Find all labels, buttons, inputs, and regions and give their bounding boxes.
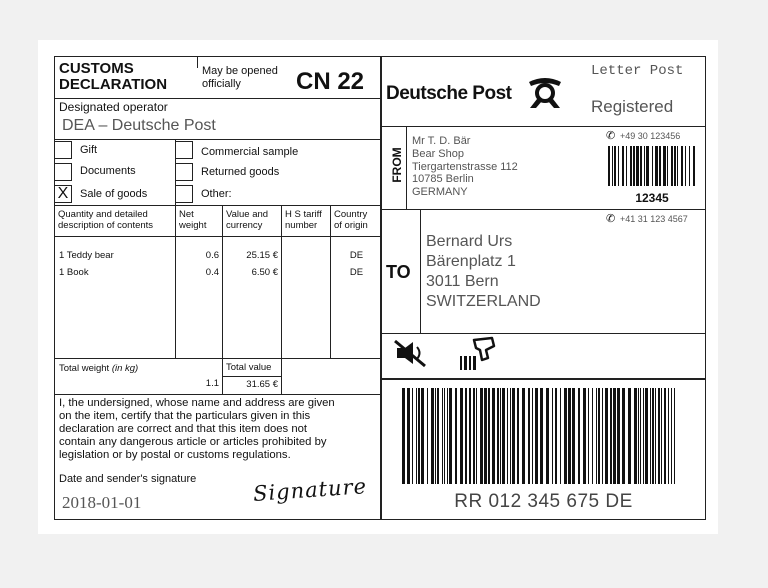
barcode-bar (497, 388, 499, 484)
barcode-bar (510, 388, 511, 484)
barcode-bar (465, 388, 467, 484)
barcode-bar (655, 146, 658, 186)
certification-text: I, the undersigned, whose name and address are given on the item, certify that the particulars given in this declaration are correct and that this item does not contain any dangerous article or articles prohibited by legislation or by postal or customs regulations. (59, 397, 335, 461)
barcode-bar (693, 146, 695, 186)
phone-icon: ✆ (606, 213, 616, 225)
barcode-bar (608, 146, 610, 186)
deutsche-post-brand: Deutsche Post (386, 83, 512, 104)
barcode-bar (502, 388, 505, 484)
barcode-bar (605, 388, 608, 484)
barcode-bar (652, 146, 653, 186)
barcode-bar (532, 388, 533, 484)
barcode-bar (476, 388, 477, 484)
item-2-origin: DE (349, 267, 364, 278)
barcode-bar (407, 388, 410, 484)
barcode-bar (640, 146, 642, 186)
operator-label: Designated operator (59, 100, 168, 114)
barcode-bar (613, 388, 616, 484)
category-returned-goods: Returned goods (201, 166, 280, 178)
barcode-bar (622, 388, 625, 484)
barcode-bar (643, 388, 644, 484)
barcode-bar (572, 388, 575, 484)
barcode-bar (402, 388, 405, 484)
sender-barcode (608, 146, 696, 186)
col-origin: Country of origin (334, 209, 368, 231)
barcode-bar (444, 388, 445, 484)
barcode-bar (488, 388, 490, 484)
category-other: Other: (201, 188, 232, 200)
barcode-bar (583, 388, 586, 484)
sender-address: Mr T. D. Bär Bear Shop Tiergartenstrasse 112 10785 Berlin GERMANY (412, 135, 518, 199)
barcode-bar (685, 146, 686, 186)
sender-code: 12345 (635, 191, 669, 205)
barcode-bar (689, 146, 690, 186)
barcode-bar (535, 388, 538, 484)
barcode-bar (512, 388, 515, 484)
barcode-bar (473, 388, 475, 484)
horn-logo-icon (526, 76, 564, 110)
barcode-bar (674, 388, 675, 484)
barcode-bar (650, 388, 651, 484)
phone-icon: ✆ (606, 130, 616, 142)
barcode-bar (646, 146, 649, 186)
barcode-bar (636, 146, 639, 186)
barcode-bar (677, 146, 678, 186)
barcode-bar (633, 146, 635, 186)
barcode-bar (437, 388, 439, 484)
barcode-bar (671, 146, 673, 186)
barcode-bar (598, 388, 600, 484)
category-gift: Gift (80, 144, 98, 156)
to-tag: TO (386, 262, 411, 282)
col-value: Value and currency (226, 209, 269, 231)
tracking-number: RR 012 345 675 DE (454, 491, 633, 512)
barcode-bar (500, 388, 501, 484)
tracking-barcode (402, 388, 678, 484)
barcode-bar (418, 388, 420, 484)
barcode-bar (610, 388, 612, 484)
barcode-bar (552, 388, 553, 484)
may-be-opened-note: May be opened officially (202, 65, 278, 90)
barcode-bar (612, 146, 613, 186)
barcode-bar (578, 388, 580, 484)
barcode-bar (528, 388, 530, 484)
barcode-bar (564, 388, 567, 484)
total-weight-value: 1.1 (205, 378, 219, 389)
total-value-label: Total value (226, 362, 272, 373)
barcode-bar (668, 388, 669, 484)
barcode-bar (460, 388, 463, 484)
barcode-bar (484, 388, 487, 484)
cn22-title-line2: DECLARATION (59, 76, 168, 93)
col-description: Quantity and detailed description of contents (58, 209, 154, 231)
barcode-bar (455, 388, 457, 484)
barcode-bar (664, 388, 666, 484)
category-commercial-sample: Commercial sample (201, 146, 299, 158)
barcode-bar (507, 388, 508, 484)
barcode-bar (492, 388, 495, 484)
barcode-bar (634, 388, 637, 484)
checkbox-gift[interactable] (54, 141, 72, 159)
barcode-bar (661, 388, 662, 484)
barcode-bar (638, 388, 639, 484)
barcode-bar (681, 146, 683, 186)
barcode-bar (674, 146, 676, 186)
barcode-bar (602, 388, 603, 484)
barcode-bar (652, 388, 654, 484)
item-1-weight: 0.6 (205, 250, 219, 261)
service-letter-post: Letter Post (591, 63, 684, 79)
sender-phone: +49 30 123456 (620, 131, 681, 141)
barcode-bar (644, 146, 645, 186)
category-sale-of-goods: Sale of goods (80, 188, 148, 200)
barcode-bar (540, 388, 543, 484)
service-registered: Registered (591, 97, 674, 116)
item-1-description: 1 Teddy bear (59, 250, 114, 261)
barcode-bar (522, 388, 525, 484)
item-2-value: 6.50 € (251, 267, 278, 278)
recipient-phone: +41 31 123 4567 (620, 214, 688, 224)
item-1-value: 25.15 € (246, 250, 278, 261)
item-2-weight: 0.4 (205, 267, 219, 278)
barcode-bar (659, 146, 661, 186)
cn22-title (59, 61, 167, 93)
barcode-bar (645, 388, 648, 484)
barcode-bar (560, 388, 561, 484)
total-weight-label: Total weight (in kg) (59, 363, 139, 374)
barcode-bar (614, 146, 616, 186)
barcode-bar (412, 388, 413, 484)
cn22-title-line1: CUSTOMS (59, 60, 134, 77)
barcode-bar (421, 388, 424, 484)
scanner-icon (458, 336, 498, 372)
barcode-bar (592, 388, 593, 484)
col-weight: Net weight (179, 209, 207, 231)
barcode-bar (546, 388, 549, 484)
barcode-bar (469, 388, 471, 484)
item-1-origin: DE (349, 250, 364, 261)
customs-label-sheet (38, 40, 718, 534)
from-tag: FROM (390, 147, 404, 183)
barcode-bar (588, 388, 589, 484)
barcode-bar (626, 146, 627, 186)
barcode-bar (435, 388, 436, 484)
category-documents: Documents (80, 165, 136, 177)
barcode-bar (449, 388, 452, 484)
barcode-bar (655, 388, 656, 484)
checkbox-sale-of-goods[interactable]: X (54, 185, 72, 203)
barcode-bar (663, 146, 666, 186)
checkbox-other[interactable] (175, 185, 193, 203)
barcode-bar (427, 388, 428, 484)
signature-label: Date and sender's signature (59, 473, 197, 485)
sender-date: 2018-01-01 (62, 493, 142, 512)
barcode-bar (671, 388, 672, 484)
barcode-bar (442, 388, 443, 484)
barcode-bar (480, 388, 483, 484)
recipient-address: Bernard Urs Bärenplatz 1 3011 Bern SWITZERLAND (426, 233, 541, 310)
checkbox-commercial-sample[interactable] (175, 141, 193, 159)
barcode-bar (667, 146, 668, 186)
checkbox-documents[interactable] (54, 163, 72, 181)
barcode-bar (447, 388, 448, 484)
col-hs-tariff: H S tariff number (285, 209, 322, 231)
barcode-bar (568, 388, 571, 484)
cn22-code: CN 22 (296, 68, 365, 95)
barcode-bar (416, 388, 417, 484)
operator-value: DEA – Deutsche Post (62, 117, 216, 134)
barcode-bar (555, 388, 557, 484)
barcode-bar (622, 146, 624, 186)
no-sound-icon (393, 338, 429, 368)
barcode-bar (628, 388, 631, 484)
item-2-description: 1 Book (59, 267, 89, 278)
total-value-value: 31.65 € (246, 379, 278, 390)
handwritten-signature: Signature (252, 474, 368, 506)
barcode-bar (640, 388, 641, 484)
barcode-bar (431, 388, 434, 484)
barcode-bar (658, 388, 660, 484)
barcode-bar (618, 146, 619, 186)
checkbox-returned-goods[interactable] (175, 163, 193, 181)
barcode-bar (517, 388, 519, 484)
barcode-bar (596, 388, 597, 484)
barcode-bar (617, 388, 620, 484)
barcode-bar (630, 146, 632, 186)
